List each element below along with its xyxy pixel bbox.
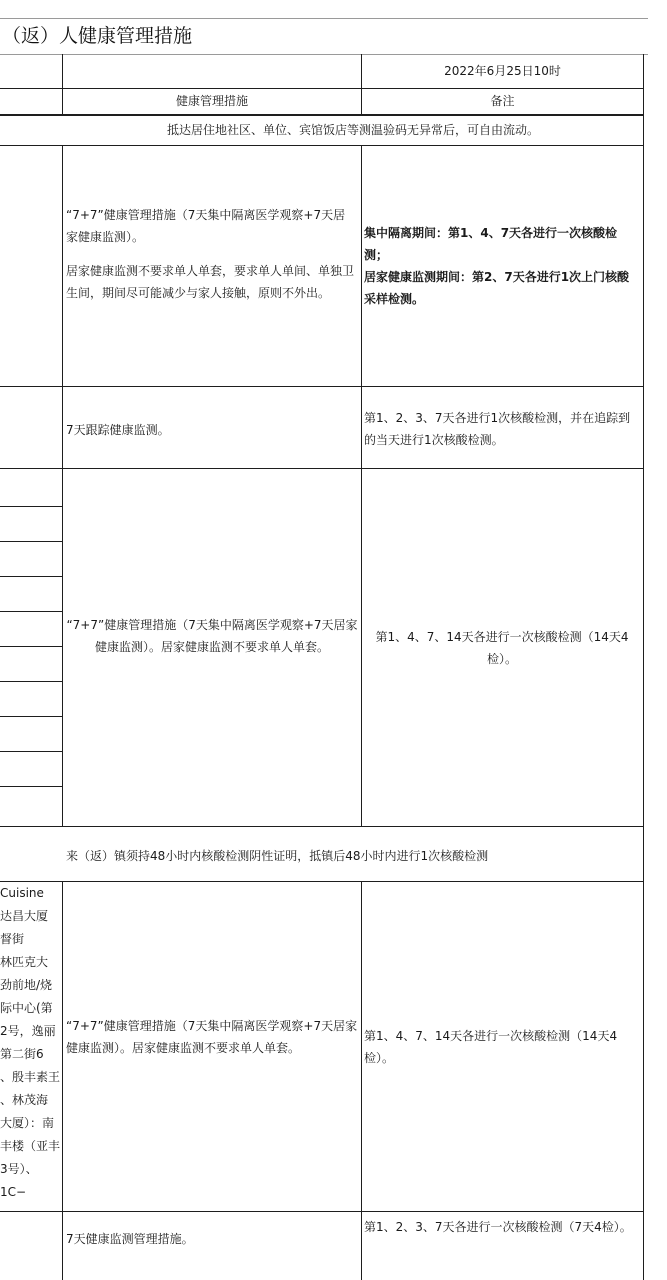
measure-paragraph: “7+7”健康管理措施（7天集中隔离医学观察+7天居家健康监测）。 (66, 208, 346, 244)
fragment-text: 林匹克大 (0, 955, 49, 969)
measure-cell (66, 204, 356, 304)
fragment-text: 、殷丰素王 (0, 1070, 61, 1084)
fragment-text: 第二街6 (0, 1047, 44, 1061)
note-line: 居家健康监测期间：第2、7天各进行1次上门核酸采样检测。 (364, 270, 630, 306)
note-cell: 第1、2、3、7天各进行1次核酸检测，并在追踪到的当天进行1次核酸检测。 (364, 411, 631, 447)
fragment-text: 、林茂海 (0, 1093, 49, 1107)
column-header-measures: 健康管理措施 (175, 94, 248, 108)
header-date: 2022年6月25日10时 (444, 64, 561, 78)
measure-cell: “7+7”健康管理措施（7天集中隔离医学观察+7天居家健康监测）。居家健康监测不要求单人单套。 (66, 1019, 358, 1055)
fragment-text: 督街 (0, 932, 25, 946)
fragment-text: 际中心(第 (0, 1001, 53, 1015)
merged-row-text: 来（返）镇须持48小时内核酸检测阴性证明，抵镇后48小时内进行1次核酸检测 (66, 849, 489, 863)
measure-paragraph: 居家健康监测不要求单人单套，要求单人单间、单独卫生间，期间尽可能减少与家人接触，原则不外出。 (66, 264, 355, 300)
fragment-text: 2号，逸丽 (0, 1024, 56, 1038)
note-cell: 第1、4、7、14天各进行一次核酸检测（14天4检）。 (375, 630, 629, 666)
page-title: （返）人健康管理措施 (2, 25, 193, 47)
fragment-text: 大厦）：南 (0, 1116, 55, 1130)
fragment-text: 丰楼（亚丰 (0, 1139, 61, 1153)
fragment-text: 3号）、 (0, 1162, 38, 1176)
note-cell (364, 222, 640, 310)
note-line: 集中隔离期间：第1、4、7天各进行一次核酸检测； (364, 226, 618, 262)
measure-cell: “7+7”健康管理措施（7天集中隔离医学观察+7天居家健康监测）。居家健康监测不要求单人单套。 (66, 618, 358, 654)
fragment-text: 劲前地/烧 (0, 978, 53, 992)
column-header-notes: 备注 (490, 94, 515, 108)
measure-cell: 7天健康监测管理措施。 (66, 1232, 194, 1246)
fragment-text: Cuisine (0, 886, 44, 900)
note-cell: 第1、4、7、14天各进行一次核酸检测（14天4检）。 (364, 1029, 618, 1065)
fragment-text: 达昌大厦 (0, 909, 49, 923)
measure-cell: 7天跟踪健康监测。 (66, 423, 170, 437)
fragment-text: 1C− (0, 1185, 27, 1199)
merged-row-text: 抵达居住地社区、单位、宾馆饭店等测温验码无异常后，可自由流动。 (166, 123, 539, 137)
note-cell: 第1、2、3、7天各进行一次核酸检测（7天4检）。 (364, 1220, 632, 1234)
